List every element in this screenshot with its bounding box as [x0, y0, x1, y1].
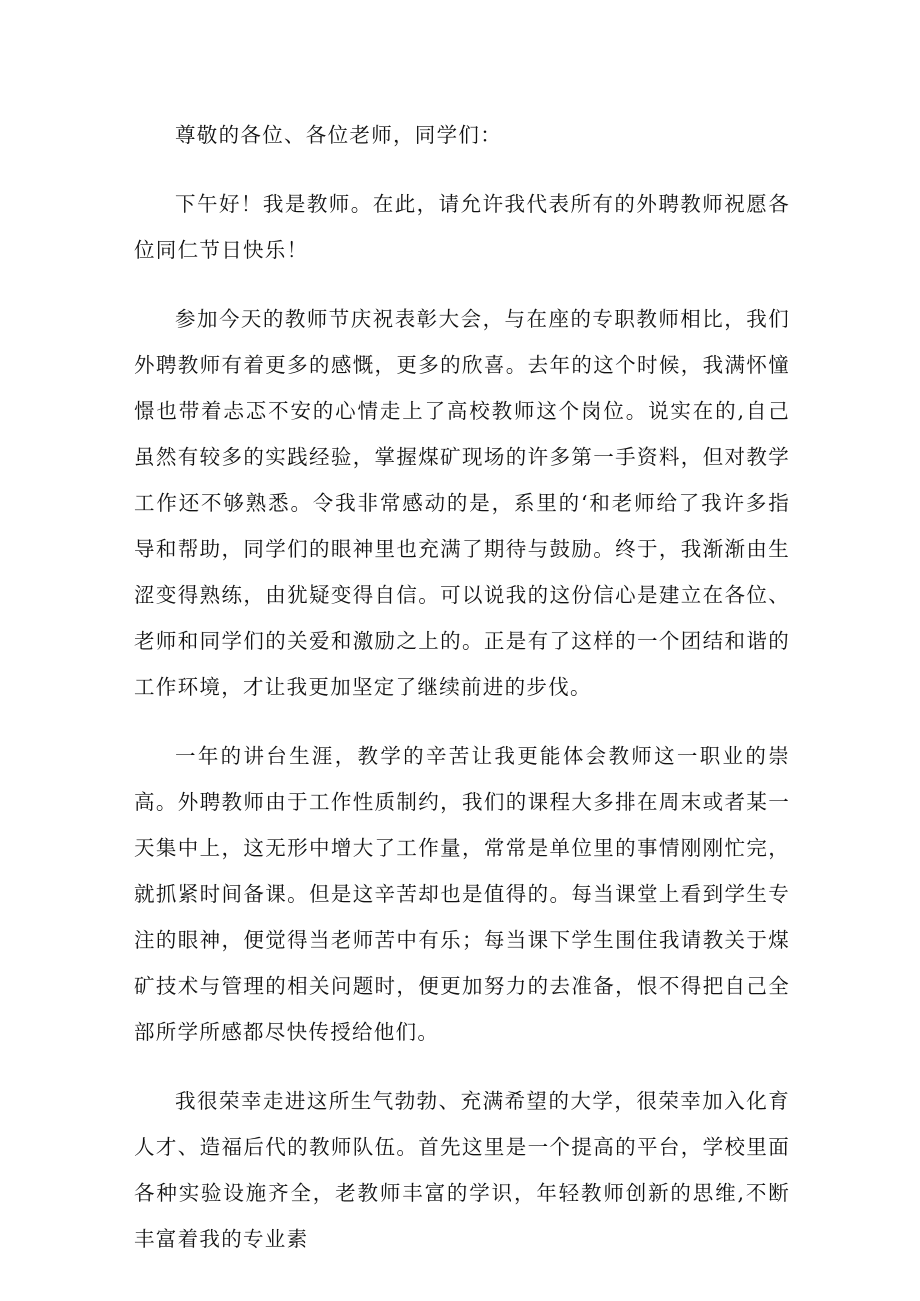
paragraph-experience: 参加今天的教师节庆祝表彰大会，与在座的专职教师相比，我们外聘教师有着更多的感慨，更多的欣喜。去年的这个时候，我满怀憧憬也带着忐忑不安的心情走上了高校教师这个岗位。说实在的,自己虽然有较多的实践经验，掌握煤矿现场的许多第一手资料，但对教学工作还不够熟悉。令我非常感动的是，系里的‘和老师给了我许多指导和帮助，同学们的眼神里也充满了期待与鼓励。终于，我渐渐由生涩变得熟练，由犹疑变得自信。可以说我的这份信心是建立在各位、老师和同学们的关爱和激励之上的。正是有了这样的一个团结和谐的工作环境，才让我更加坚定了继续前进的步伐。	[134, 307, 790, 699]
paragraph-honor: 我很荣幸走进这所生气勃勃、充满希望的大学，很荣幸加入化育人才、造福后代的教师队伍。首先这里是一个提高的平台，学校里面各种实验设施齐全，老教师丰富的学识，年轻教师创新的思维,不断丰富着我的专业素	[134, 1089, 790, 1251]
paragraph-greeting: 下午好！我是教师。在此，请允许我代表所有的外聘教师祝愿各位同仁节日快乐！	[134, 192, 790, 262]
paragraph-salutation: 尊敬的各位、各位老师，同学们：	[175, 123, 502, 147]
speech-body	[134, 112, 790, 1285]
paragraph-teaching-year: 一年的讲台生涯，教学的辛苦让我更能体会教师这一职业的崇高。外聘教师由于工作性质制约，我们的课程大多排在周末或者某一天集中上，这无形中增大了工作量，常常是单位里的事情刚刚忙完，就抓紧时间备课。但是这辛苦却也是值得的。每当课堂上看到学生专注的眼神，便觉得当老师苦中有乐；每当课下学生围住我请教关于煤矿技术与管理的相关问题时，便更加努力的去准备，恨不得把自己全部所学所感都尽快传授给他们。	[134, 744, 790, 1044]
